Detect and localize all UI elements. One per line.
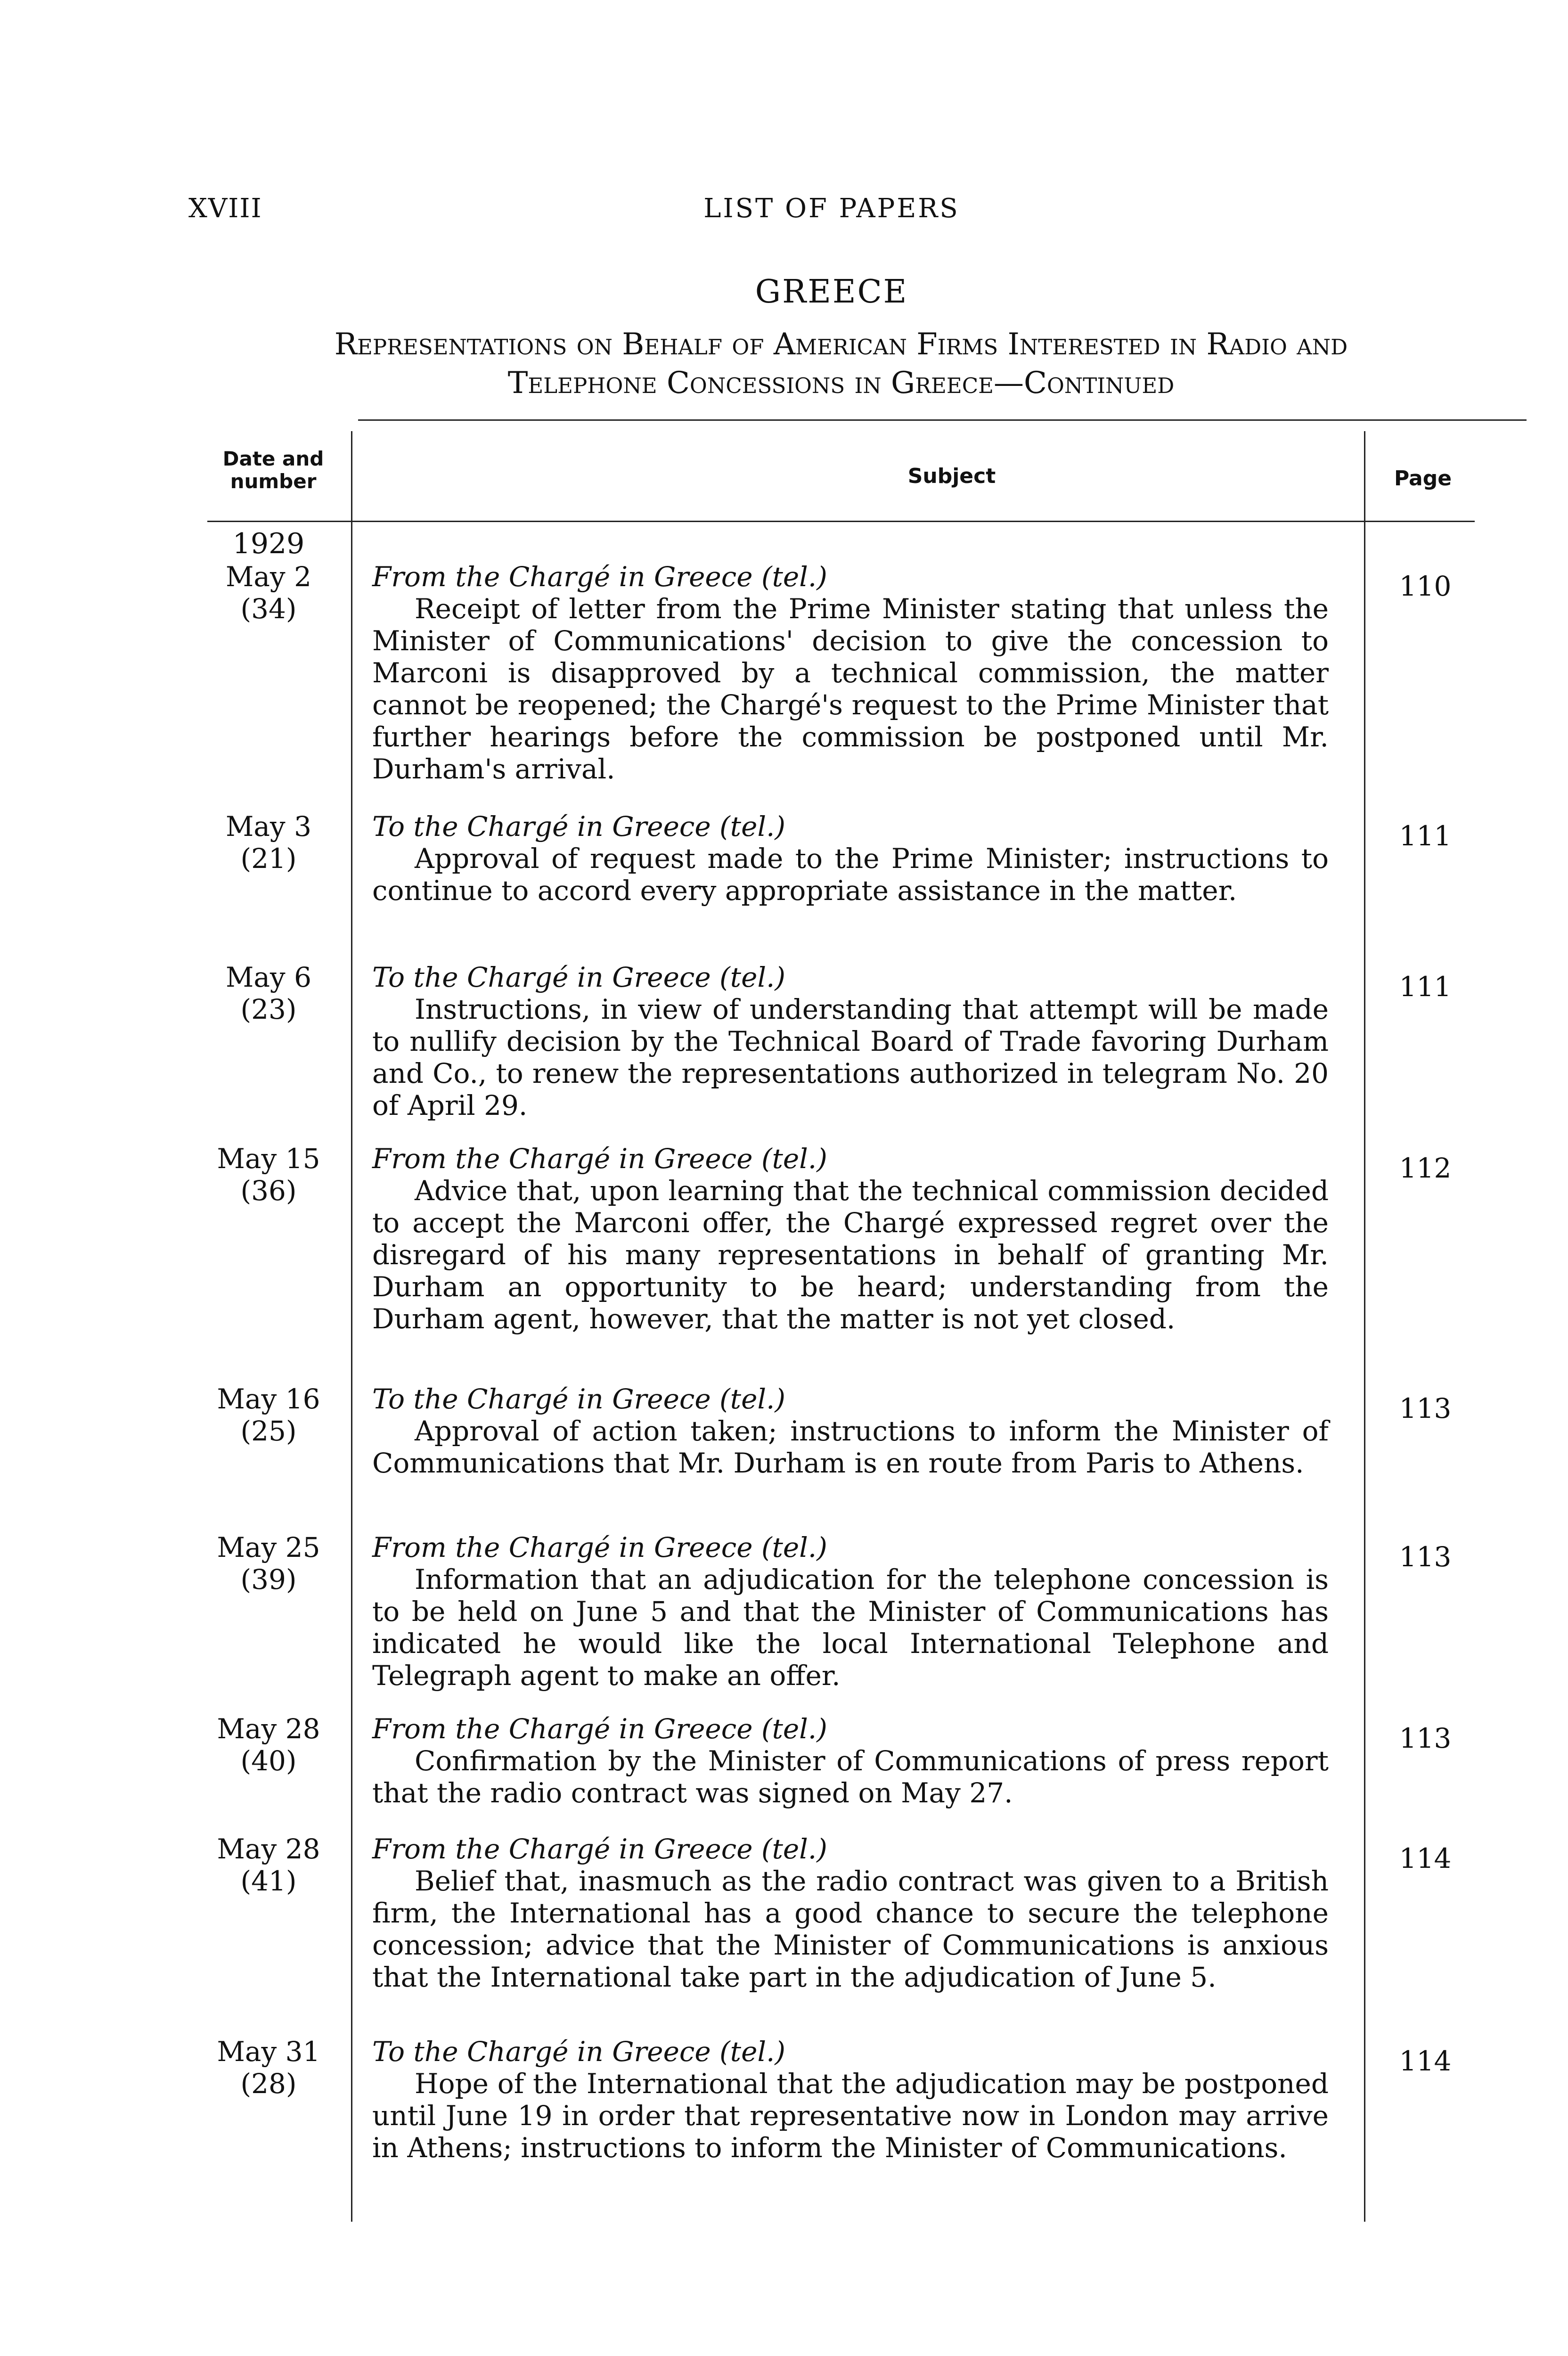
column-header-page: Page xyxy=(1394,466,1452,491)
entry-number: (36) xyxy=(240,1175,297,1207)
running-title: LIST OF PAPERS xyxy=(703,193,960,224)
entry-date xyxy=(198,1531,339,1595)
year-label: 1929 xyxy=(232,527,305,560)
entry-heading: From the Chargé in Greece (tel.) xyxy=(372,1713,827,1745)
entry-number: (23) xyxy=(240,993,297,1025)
column-divider-page xyxy=(1364,431,1365,2222)
entry-page: 114 xyxy=(1399,2045,1452,2077)
section-title-line-2: Telephone Concessions in Greece—Continued xyxy=(507,366,1175,401)
entry-date-label: May 28 xyxy=(217,1833,320,1865)
country-heading: GREECE xyxy=(755,273,908,311)
entry-heading: To the Chargé in Greece (tel.) xyxy=(372,961,786,993)
section-title-line-1: Representations on Behalf of American Firms Interested in Radio and xyxy=(334,327,1348,362)
entry-description: Approval of request made to the Prime Minister; instructions to continue to accord every appropriate assistance in the matter. xyxy=(372,843,1329,907)
entry-page: 111 xyxy=(1399,820,1452,852)
entry-subject xyxy=(372,1833,1329,1993)
entry-subject xyxy=(372,561,1329,785)
page-number: XVIII xyxy=(188,193,262,224)
entry-description: Receipt of letter from the Prime Minister stating that unless the Minister of Communications' decision to give the concession to Marconi is disapproved by a technical commission, the matter cannot be reopened; the Chargé's request to the Prime Minister that further hearings before the commission be postponed until Mr. Durham's arrival. xyxy=(372,593,1329,785)
entry-date xyxy=(198,561,339,625)
entry-subject xyxy=(372,1531,1329,1692)
entry-description: Approval of action taken; instructions to inform the Minister of Communications that Mr. Durham is en route from Paris to Athens. xyxy=(372,1415,1329,1479)
entry-date-label: May 2 xyxy=(225,561,312,593)
header-top-rule xyxy=(358,419,1527,421)
entry-subject xyxy=(372,810,1329,907)
column-divider-date xyxy=(351,431,352,2222)
entry-description: Confirmation by the Minister of Communications of press report that the radio contract was signed on May 27. xyxy=(372,1745,1329,1809)
entry-heading: From the Chargé in Greece (tel.) xyxy=(372,1531,827,1563)
entry-description: Instructions, in view of understanding that attempt will be made to nullify decision by the Technical Board of Trade favoring Durham and Co., to renew the representations authorized in telegram No. 20 of April 29. xyxy=(372,993,1329,1121)
entry-date xyxy=(198,810,339,875)
entry-heading: From the Chargé in Greece (tel.) xyxy=(372,561,827,593)
entry-page: 114 xyxy=(1399,1842,1452,1874)
entry-date-label: May 25 xyxy=(217,1531,320,1563)
entry-date xyxy=(198,1833,339,1897)
entry-heading: To the Chargé in Greece (tel.) xyxy=(372,1383,786,1415)
entry-description: Advice that, upon learning that the technical commission decided to accept the Marconi offer, the Chargé expressed regret over the disregard of his many representations in behalf of granting Mr. Durham an opportunity to be heard; understanding from the Durham agent, however, that the matter is not yet closed. xyxy=(372,1175,1329,1335)
entry-number: (28) xyxy=(240,2068,297,2100)
papers-table xyxy=(198,419,1475,2257)
entry-page: 113 xyxy=(1399,1722,1452,1754)
entry-page: 110 xyxy=(1399,570,1452,602)
entry-heading: To the Chargé in Greece (tel.) xyxy=(372,810,786,843)
entry-number: (41) xyxy=(240,1865,297,1897)
entry-description: Belief that, inasmuch as the radio contract was given to a British firm, the International has a good chance to secure the telephone concession; advice that the Minister of Communications is anxious that the International take part in the adjudication of June 5. xyxy=(372,1865,1329,1993)
entry-subject xyxy=(372,2036,1329,2164)
entry-page: 112 xyxy=(1399,1152,1452,1184)
entry-page: 113 xyxy=(1399,1541,1452,1573)
entry-number: (34) xyxy=(240,593,297,625)
entry-date-label: May 6 xyxy=(225,961,312,993)
entry-date-label: May 16 xyxy=(217,1383,320,1415)
entry-number: (25) xyxy=(240,1415,297,1447)
entry-date-label: May 3 xyxy=(225,810,312,843)
entry-number: (40) xyxy=(240,1745,297,1777)
entry-date-label: May 28 xyxy=(217,1713,320,1745)
header-top-rule-page xyxy=(1376,419,1475,421)
entry-heading: From the Chargé in Greece (tel.) xyxy=(372,1833,827,1865)
entry-date xyxy=(198,1143,339,1207)
entry-subject xyxy=(372,1143,1329,1335)
column-header-subject: Subject xyxy=(907,464,996,488)
entry-number: (21) xyxy=(240,843,297,875)
entry-description: Hope of the International that the adjudication may be postponed until June 19 in order that representative now in London may arrive in Athens; instructions to inform the Minister of Communications. xyxy=(372,2068,1329,2164)
entry-heading: To the Chargé in Greece (tel.) xyxy=(372,2036,786,2068)
entry-date xyxy=(198,2036,339,2100)
entry-date xyxy=(198,1383,339,1447)
entry-date xyxy=(198,961,339,1025)
entry-number: (39) xyxy=(240,1563,297,1595)
entry-date-label: May 31 xyxy=(217,2036,320,2068)
entry-subject xyxy=(372,1713,1329,1809)
entry-date xyxy=(198,1713,339,1777)
entry-subject xyxy=(372,961,1329,1121)
entry-description: Information that an adjudication for the telephone concession is to be held on June 5 and that the Minister of Communications has indicated he would like the local International Telephone and Telegraph agent to make an offer. xyxy=(372,1563,1329,1692)
header-bottom-rule xyxy=(207,521,1376,522)
section-title xyxy=(207,325,1475,402)
entry-page: 113 xyxy=(1399,1392,1452,1424)
entry-subject xyxy=(372,1383,1329,1479)
entry-heading: From the Chargé in Greece (tel.) xyxy=(372,1143,827,1175)
table-header xyxy=(198,419,1475,523)
entry-page: 111 xyxy=(1399,971,1452,1003)
header-bottom-rule-page xyxy=(1376,521,1475,522)
entry-date-label: May 15 xyxy=(217,1143,320,1175)
column-header-date: Date and number xyxy=(222,447,324,493)
running-head xyxy=(188,193,1475,231)
